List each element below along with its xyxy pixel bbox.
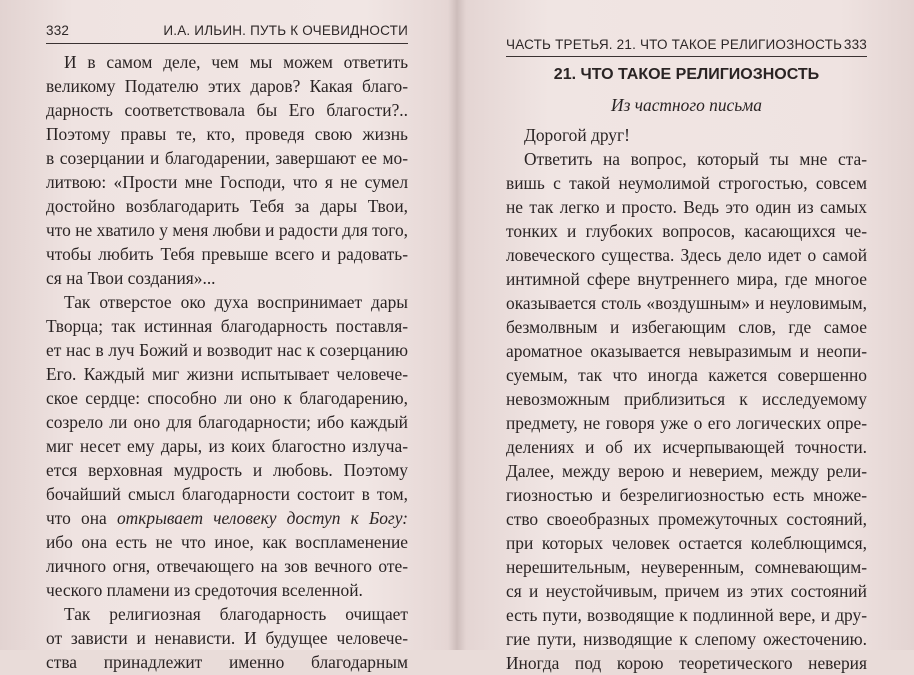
text-line: суемым, так что иногда кажется совершенно bbox=[506, 365, 867, 385]
right-header-rule bbox=[506, 56, 867, 57]
text-line: ское сердце: способно ли оно к благодарению, bbox=[46, 388, 408, 408]
text-line: дарность соответствовала бы Его благости?.. bbox=[46, 100, 408, 120]
chapter-subtitle: Из частного письма bbox=[611, 95, 762, 115]
text-line: ибо она есть не что иное, как воспламенение bbox=[46, 532, 408, 552]
text-line: гиозностью и безрелигиозностью есть множе- bbox=[506, 485, 867, 505]
text-line: невозможным приблизиться к исследуемому bbox=[506, 389, 867, 409]
text-line: Так отверстое око духа воспринимает дары bbox=[64, 292, 408, 312]
text-line: интимной сфере внутреннего мира, где многое bbox=[506, 269, 867, 289]
text-line: Иногда под корою теоретического неверия bbox=[506, 653, 867, 673]
text-line: ароматное оказывается невыразимым и неопи- bbox=[506, 341, 867, 361]
text-line: при которых человек остается колеблющимся, bbox=[506, 533, 867, 553]
text-line: чтобы любить Тебя превыше всего и радовать- bbox=[46, 244, 408, 264]
text-line: достойно возблагодарить Тебя за дары Твои, bbox=[46, 196, 408, 216]
text-line: есть пути, возводящие к подлинной вере, и дру- bbox=[506, 605, 867, 625]
text-line: тонких и глубоких вопросов, касающихся че- bbox=[506, 221, 867, 241]
left-header-rule bbox=[46, 43, 408, 44]
text-line: ство своеобразных промежуточных состояний, bbox=[506, 509, 867, 529]
text-line: предмету, не говоря уже о его логических опре- bbox=[506, 413, 867, 433]
text-line: что не хватило у меня любви и радости для того, bbox=[46, 220, 408, 240]
text-line: в созерцании и благодарении, завершают ее мо- bbox=[46, 148, 408, 168]
text-line: литвою: «Прости мне Господи, что я не сумел bbox=[46, 172, 408, 192]
text-line-with-italic bbox=[46, 506, 408, 530]
text-line: великому Подателю этих даров? Какая благо- bbox=[46, 76, 408, 96]
text-line: оказывается столь «воздушным» и неуловимым, bbox=[506, 293, 867, 313]
text-line: безмолвным и избегающим слов, где самое bbox=[506, 317, 867, 337]
italic-emphasis: открывает человеку доступ к Богу: bbox=[116, 508, 408, 528]
greeting: Дорогой друг! bbox=[524, 125, 630, 145]
text-line: ся и неустойчивым, причем из этих состояний bbox=[506, 581, 867, 601]
text-line: созрело ли оно для благодарности; ибо каждый bbox=[46, 412, 408, 432]
text-line-start: что она bbox=[46, 508, 117, 528]
text-line: Творца; так истинная благодарность поставля- bbox=[46, 316, 408, 336]
text-line: гие пути, низводящие к слепому ожесточению. bbox=[506, 629, 867, 649]
text-line: ческого пламени из средоточия вселенной. bbox=[46, 580, 363, 600]
text-line: вишь с такой неумолимой строгостью, совсем bbox=[506, 173, 867, 193]
text-line: Ответить на вопрос, который ты мне ста- bbox=[524, 149, 867, 169]
text-line: Так религиозная благодарность очищает bbox=[64, 604, 408, 624]
text-line: личного огня, отвечающего на зов вечного оте- bbox=[46, 556, 408, 576]
text-line: делениях и об их исчерпывающей точности. bbox=[506, 437, 867, 457]
chapter-title: 21. ЧТО ТАКОЕ РЕЛИГИОЗНОСТЬ bbox=[553, 66, 820, 83]
text-line: миг несет ему дары, из коих благостно излуча- bbox=[46, 436, 408, 456]
text-line: Поэтому правы те, кто, проведя свою жизнь bbox=[46, 124, 408, 144]
left-page bbox=[0, 0, 456, 672]
text-line: ловеческого существа. Здесь дело идет о самой bbox=[506, 245, 867, 265]
right-running-title: ЧАСТЬ ТРЕТЬЯ. 21. ЧТО ТАКОЕ РЕЛИГИОЗНОСТЬ bbox=[506, 37, 843, 52]
left-body-text bbox=[46, 50, 408, 674]
text-line: ся на Твои создания»... bbox=[46, 268, 216, 288]
text-line: нерешительным, неуверенным, сомневающим- bbox=[506, 557, 867, 577]
text-line: ется верховная мудрость и любовь. Поэтому bbox=[46, 460, 408, 480]
text-line: не так легко и просто. Ведь это один из самых bbox=[506, 197, 867, 217]
right-page bbox=[458, 0, 914, 673]
text-line: Его. Каждый миг жизни испытывает человече- bbox=[46, 364, 408, 384]
left-running-title: И.А. ИЛЬИН. ПУТЬ К ОЧЕВИДНОСТИ bbox=[163, 23, 408, 38]
text-line: ства принадлежит именно благодарным bbox=[46, 652, 408, 672]
text-line: бочайший смысл благодарности состоит в том, bbox=[46, 484, 408, 504]
text-line: И в самом деле, чем мы можем ответить bbox=[64, 52, 408, 72]
right-body-text bbox=[506, 63, 867, 675]
text-line: ет нас в луч Божий и возводит нас к созерцанию bbox=[46, 340, 408, 360]
text-line: Далее, между верою и неверием, между рели- bbox=[506, 461, 867, 481]
text-line: от зависти и ненависти. И будущее человече- bbox=[46, 628, 408, 648]
left-page-number: 332 bbox=[46, 23, 70, 38]
right-page-number: 333 bbox=[843, 37, 867, 52]
